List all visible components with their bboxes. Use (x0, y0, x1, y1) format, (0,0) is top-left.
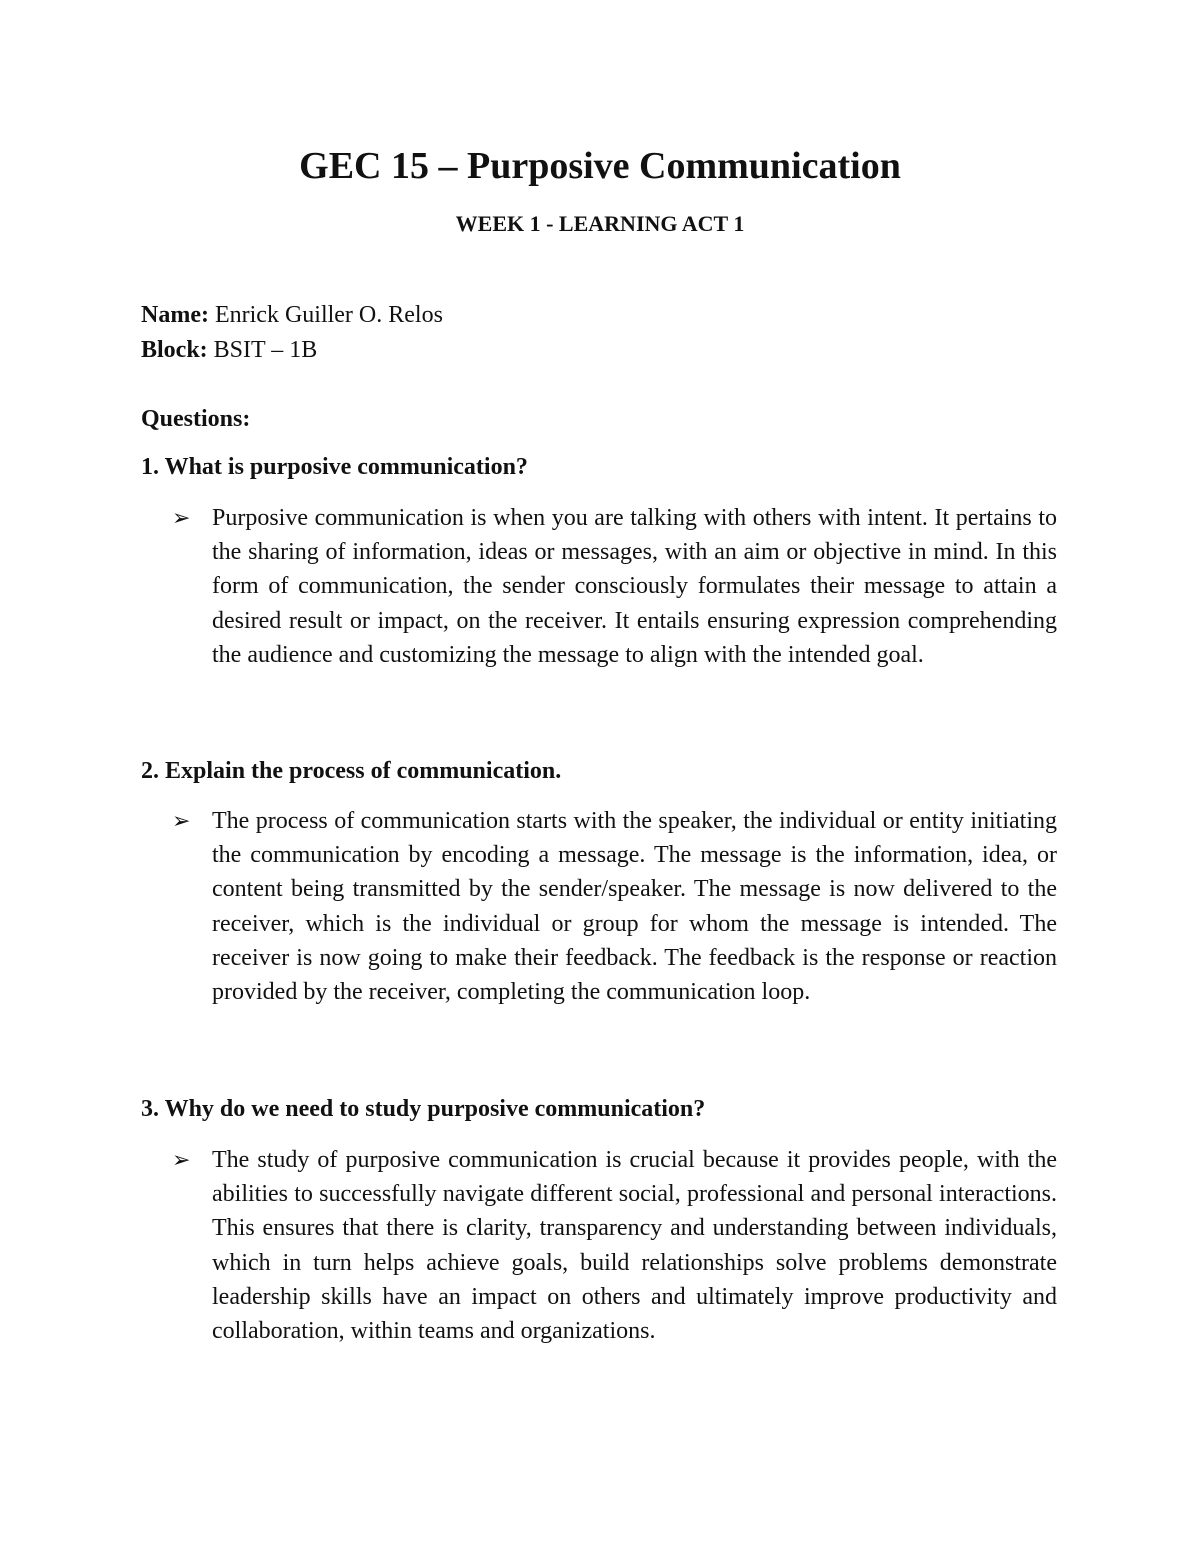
name-label: Name: (141, 302, 209, 328)
name-field (141, 299, 443, 331)
question-2: 2. Explain the process of communication. (141, 758, 562, 784)
arrow-bullet-icon: ➢ (172, 505, 191, 530)
answer-3: The study of purposive communication is crucial because it provides people, with the abilities to successfully navigate different social, professional and personal interactions. This ensures that there is clarity, transparency and understanding between individuals, which in turn helps achieve goals, build relationships solve problems demonstrate leadership skills have an impact on others and ultimately improve productivity and collaboration, within teams and organizations. (212, 1147, 1057, 1345)
question-3: 3. Why do we need to study purposive communication? (141, 1096, 706, 1122)
answer-1: Purposive communication is when you are talking with others with intent. It pertains to the sharing of information, ideas or messages, with an aim or objective in mind. In this form of communication, the sender consciously formulates their message to attain a desired result or impact, on the receiver. It entails ensuring expression comprehending the audience and customizing the message to align with the intended goal. (212, 505, 1057, 668)
block-label: Block: (141, 337, 208, 363)
arrow-bullet-icon: ➢ (172, 1147, 191, 1172)
answer-2: The process of communication starts with the speaker, the individual or entity initiating the communication by encoding a message. The message is the information, idea, or content being transmitted by the sender/speaker. The message is now delivered to the receiver, which is the individual or group for whom the message is intended. The receiver is now going to make their feedback. The feedback is the response or reaction provided by the receiver, completing the communication loop. (212, 808, 1057, 1006)
block-field (141, 334, 317, 366)
block-value: BSIT – 1B (207, 337, 318, 363)
document-subtitle: WEEK 1 - LEARNING ACT 1 (455, 211, 745, 236)
question-1: 1. What is purposive communication? (141, 454, 528, 480)
arrow-bullet-icon: ➢ (172, 808, 191, 833)
document-title: GEC 15 – Purposive Communication (299, 145, 901, 187)
name-value: Enrick Guiller O. Relos (208, 302, 443, 328)
questions-heading: Questions: (141, 406, 251, 432)
